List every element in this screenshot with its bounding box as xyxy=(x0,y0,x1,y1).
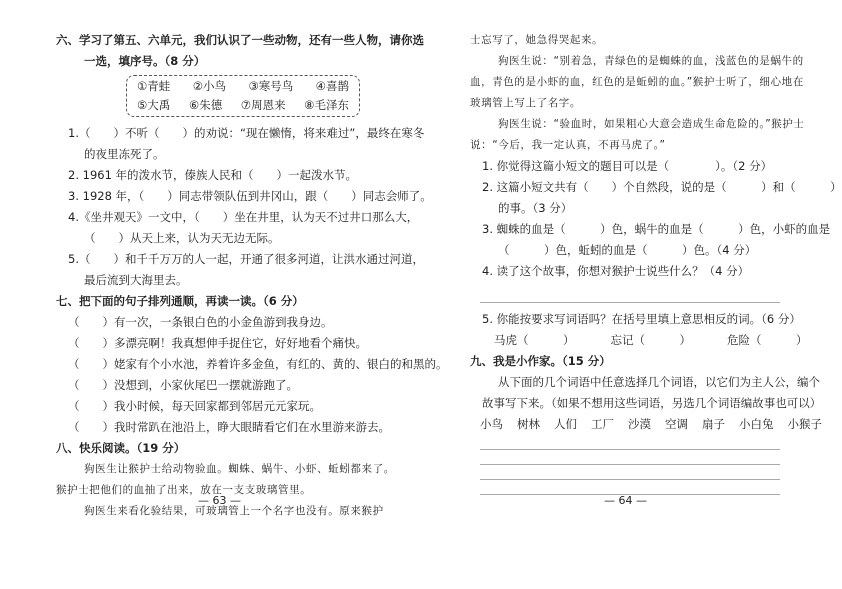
word-bank-item: ⑦周恩来 xyxy=(240,98,286,112)
reading-question-5: 5. 你能按要求写词语吗？在括号里填上意思相反的词。（6 分） xyxy=(482,312,801,326)
sentence-item: （ ）多漂亮啊！我真想伸手捉住它，好好地看个痛快。 xyxy=(68,336,367,350)
word-bank-item: ④喜鹊 xyxy=(315,79,349,93)
word-choice: 空调 xyxy=(665,417,688,431)
question-4: 4.《坐井观天》一文中，（ ）坐在井里，认为天不过井口那么大， xyxy=(68,210,419,224)
word-choices xyxy=(480,414,822,435)
sentence-item: （ ）我时常趴在池沿上，睁大眼睛看它们在水里游来游去。 xyxy=(68,420,390,434)
reading-paragraph: 狗医生来看化验结果，可玻璃管上一个名字也没有。原来猴护 xyxy=(84,505,384,517)
reading-question-2: 2. 这篇小短文共有（ ）个自然段，说的是（ ）和（ ） xyxy=(482,180,842,194)
word-bank-item: ⑧毛泽东 xyxy=(304,98,349,112)
question-1-cont: 的夜里冻死了。 xyxy=(84,147,165,161)
antonym-item[interactable]: 危险（ ） xyxy=(727,333,808,347)
reading-paragraph: 狗医生让猴护士给动物验血。蜘蛛、蜗牛、小虾、蚯蚓都来了。 xyxy=(84,463,395,475)
reading-paragraph: 士忘写了，她急得哭起来。 xyxy=(470,34,604,46)
reading-paragraph: 说：“今后，我一定认真，不再马虎了。” xyxy=(470,139,666,151)
sentence-item: （ ）姥家有个小水池，养着许多金鱼，有红的、黄的、银白的和黑的。 xyxy=(68,357,448,371)
word-bank-row-1 xyxy=(137,77,349,96)
writing-line[interactable] xyxy=(480,435,780,450)
antonym-row xyxy=(470,330,808,351)
question-5: 5.（ ）和千千万万的人一起，开通了很多河道，让洪水通过河道， xyxy=(68,252,424,266)
section-6-title-cont: 一选，填序号。（8 分） xyxy=(84,54,206,68)
word-choice: 工厂 xyxy=(591,417,614,431)
reading-question-4: 4. 读了这个故事，你想对猴护士说些什么？（4 分） xyxy=(482,264,750,278)
word-bank-item: ⑥朱德 xyxy=(188,98,223,112)
section-6-title: 六、学习了第五、六单元，我们认识了一些动物，还有一些人物，请你选 xyxy=(56,33,424,47)
word-bank-item: ⑤大禹 xyxy=(137,98,171,112)
question-4-cont: （ ）从天上来，认为天无边无际。 xyxy=(84,231,280,245)
question-5-cont: 最后流到大海里去。 xyxy=(84,273,188,287)
word-bank-item: ③寒号鸟 xyxy=(248,79,294,93)
sentence-item: （ ）有一次，一条银白色的小金鱼游到我身边。 xyxy=(68,315,333,329)
left-page xyxy=(56,30,448,522)
question-2: 2. 1961 年的泼水节，傣族人民和（ ）一起泼水节。 xyxy=(68,168,358,182)
word-bank-item: ①青蛙 xyxy=(137,79,171,93)
word-choice: 扇子 xyxy=(702,417,725,431)
reading-paragraph: 玻璃管上写上了名字。 xyxy=(470,97,581,109)
writing-line[interactable] xyxy=(480,450,780,465)
writing-line[interactable] xyxy=(480,465,780,480)
reading-question-1: 1. 你觉得这篇小短文的题目可以是（ ）。（2 分） xyxy=(482,159,773,173)
question-3: 3. 1928 年，（ ）同志带领队伍到井冈山，跟（ ）同志会师了。 xyxy=(68,189,432,203)
word-choice: 沙漠 xyxy=(628,417,651,431)
antonym-item[interactable]: 忘记（ ） xyxy=(610,333,691,347)
reading-paragraph: 狗医生说：“验血时，如果粗心大意会造成生命危险的。”猴护士 xyxy=(498,118,805,130)
reading-paragraph: 猴护士把他们的血抽了出来，放在一支支玻璃管里。 xyxy=(56,484,312,496)
section-9-title: 九、我是小作家。（15 分） xyxy=(470,354,611,368)
writing-prompt-cont: 故事写下来。（如果不想用这些词语，另选几个词语编故事也可以） xyxy=(482,396,822,410)
reading-question-3-cont: （ ）色，蚯蚓的血是（ ）色。（4 分） xyxy=(498,243,757,257)
section-8-title: 八、快乐阅读。（19 分） xyxy=(56,441,186,455)
question-1: 1.（ ）不听（ ）的劝说：“现在懒惰，将来难过”，最终在寒冬 xyxy=(68,126,425,140)
word-choice: 树林 xyxy=(517,417,540,431)
word-bank-item: ②小鸟 xyxy=(192,79,227,93)
reading-question-2-cont: 的事。（3 分） xyxy=(498,201,573,215)
word-choice: 小鸟 xyxy=(480,417,503,431)
right-page xyxy=(470,30,842,495)
word-bank-box xyxy=(126,75,360,117)
answer-line[interactable] xyxy=(480,288,780,303)
writing-prompt: 从下面的几个词语中任意选择几个词语，以它们为主人公，编个 xyxy=(498,375,820,389)
sentence-item: （ ）没想到，小家伙尾巴一摆就游跑了。 xyxy=(68,378,298,392)
sentence-item: （ ）我小时候，每天回家都到邻居元元家玩。 xyxy=(68,399,321,413)
page-number-left: — 63 — xyxy=(198,494,241,507)
word-bank-row-2 xyxy=(137,96,349,115)
page-number-right: — 64 — xyxy=(604,494,647,507)
reading-question-3: 3. 蜘蛛的血是（ ）色，蜗牛的血是（ ）色，小虾的血是 xyxy=(482,222,831,236)
antonym-item[interactable]: 马虎（ ） xyxy=(494,333,575,347)
word-choice: 人们 xyxy=(554,417,577,431)
reading-paragraph: 狗医生说：“别着急，青绿色的是蜘蛛的血，浅蓝色的是蜗牛的 xyxy=(498,55,804,67)
word-choice: 小白兔 xyxy=(739,417,774,431)
reading-paragraph: 血，青色的是小虾的血，红色的是蚯蚓的血。”猴护士听了，细心地在 xyxy=(470,76,804,88)
word-choice: 小猴子 xyxy=(787,417,822,431)
section-7-title: 七、把下面的句子排列通顺，再读一读。（6 分） xyxy=(56,294,304,308)
writing-line[interactable] xyxy=(480,480,780,495)
